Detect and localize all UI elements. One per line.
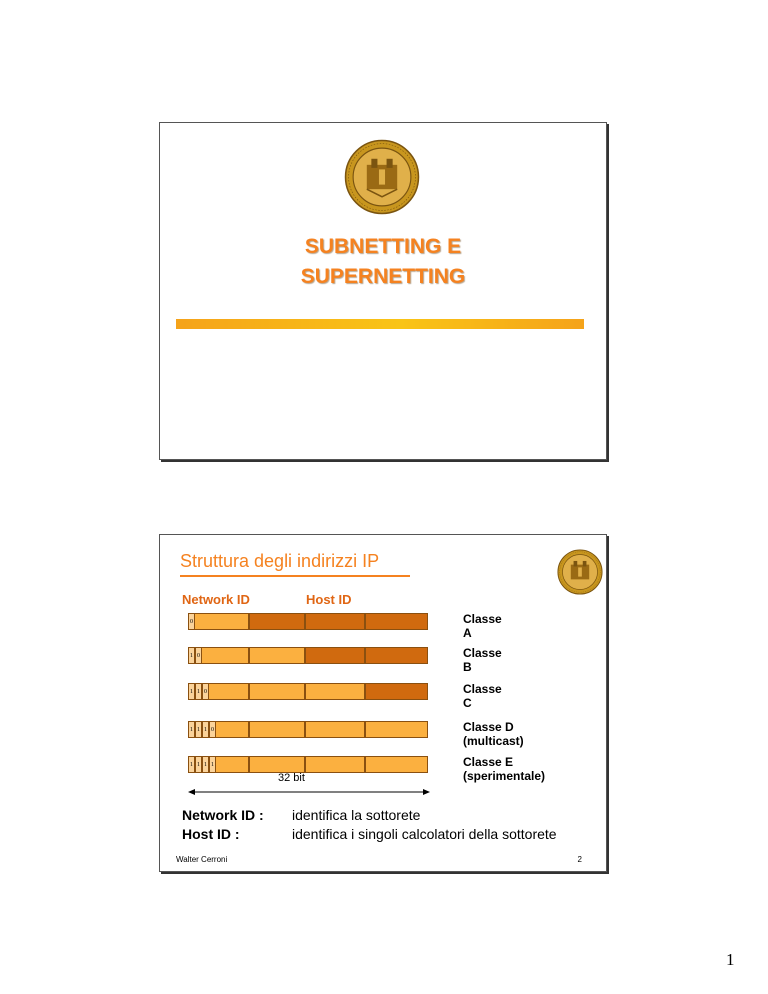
double-arrow-icon <box>188 787 430 797</box>
host-octet <box>365 683 428 700</box>
network-id-header: Network ID <box>182 592 250 607</box>
network-octet <box>365 756 428 773</box>
footer-author: Walter Cerroni <box>176 855 228 864</box>
network-octet <box>249 721 305 738</box>
university-seal-icon <box>557 549 603 595</box>
arrow-label: 32 bit <box>278 772 305 784</box>
host-octet <box>249 613 305 630</box>
network-octet <box>249 647 305 664</box>
prefix-bit: 1 <box>188 647 195 664</box>
slide-title: Struttura degli indirizzi IP <box>180 551 380 571</box>
network-octet <box>305 683 365 700</box>
definition-text: identifica la sottorete <box>292 807 421 823</box>
slide-number: 2 <box>577 855 582 864</box>
network-octet <box>188 613 249 630</box>
prefix-bit: 1 <box>195 683 202 700</box>
prefix-bit: 0 <box>202 683 209 700</box>
prefix-bit: 1 <box>188 756 195 773</box>
network-octet <box>305 756 365 773</box>
slide-title-card <box>159 122 607 460</box>
title-rule <box>180 575 410 577</box>
host-octet <box>365 613 428 630</box>
prefix-bit: 1 <box>209 756 216 773</box>
class-label: Classe B <box>463 646 502 674</box>
class-label: Classe C <box>463 682 502 710</box>
address-class-row <box>188 646 502 674</box>
network-octet <box>365 721 428 738</box>
host-octet <box>305 647 365 664</box>
prefix-bit: 1 <box>195 721 202 738</box>
page-number: 1 <box>726 950 735 969</box>
class-label: Classe E (sperimentale) <box>463 755 546 783</box>
definition-term: Host ID : <box>182 826 240 842</box>
prefix-bit: 0 <box>209 721 216 738</box>
definition-term: Network ID : <box>182 807 264 823</box>
class-label: Classe A <box>463 612 502 640</box>
prefix-bit: 1 <box>195 756 202 773</box>
prefix-bit: 1 <box>202 756 209 773</box>
class-label: Classe D (multicast) <box>463 720 524 748</box>
network-octet <box>305 721 365 738</box>
address-class-row <box>188 682 502 710</box>
title-line-1: SUBNETTING E <box>304 235 462 258</box>
prefix-bit: 1 <box>188 683 195 700</box>
address-class-row <box>188 720 524 748</box>
host-octet <box>305 613 365 630</box>
prefix-bit: 0 <box>195 647 202 664</box>
network-octet <box>249 756 305 773</box>
address-class-row <box>188 612 502 640</box>
host-octet <box>365 647 428 664</box>
prefix-bit: 0 <box>188 613 195 630</box>
prefix-bit: 1 <box>202 721 209 738</box>
slide-ip-structure <box>159 534 607 872</box>
prefix-bit: 1 <box>188 721 195 738</box>
university-seal-icon <box>344 139 420 215</box>
definition-text: identifica i singoli calcolatori della sottorete <box>292 826 557 842</box>
network-octet <box>249 683 305 700</box>
title-line-2: SUPERNETTING <box>300 265 466 288</box>
host-id-header: Host ID <box>306 592 352 607</box>
title-underline-bar <box>176 319 584 329</box>
